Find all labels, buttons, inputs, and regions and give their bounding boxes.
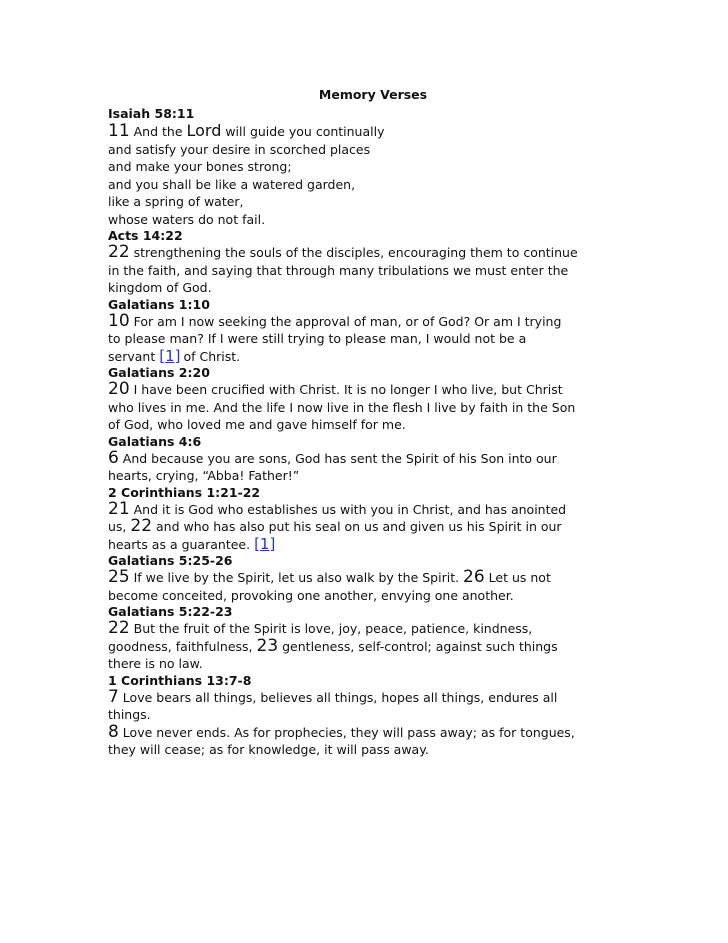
verse-text: will guide you continually [221, 124, 385, 139]
verse-text: strengthening the souls of the disciples, encouraging them to continue [129, 245, 578, 260]
verse-line [108, 536, 628, 554]
verse-text: And because you are sons, God has sent the Spirit of his Son into our [118, 450, 557, 466]
verse-text: of God, who loved me and gave himself for me. [108, 417, 406, 432]
verse-text: who lives in me. And the life I now live in the flesh I live by faith in the Son [108, 399, 576, 415]
verse-text: Let us not [484, 570, 551, 585]
verse-line [108, 655, 628, 673]
verse-line [108, 498, 628, 519]
verse-line [108, 569, 628, 587]
verse-number: 11 [108, 121, 130, 141]
verse-number: 8 [108, 721, 119, 742]
verse-line [108, 620, 628, 638]
verse-text: hearts, crying, “Abba! Father!” [108, 468, 300, 483]
verse-number: 25 [108, 567, 130, 587]
verse-line [108, 244, 628, 262]
verse-text-lord: Lord [186, 121, 222, 140]
verse-text: to please man? If I were still trying to please man, I would not be a [108, 331, 527, 346]
verse-text: I have been crucified with Christ. It is no longer I who live, but Christ [129, 382, 563, 397]
verse-text: goodness, faithfulness, [108, 638, 257, 654]
verse-text: there is no law. [108, 656, 203, 671]
verse-line [108, 279, 628, 297]
verse-text: and make your bones strong; [108, 159, 292, 174]
verse-text: For am I now seeking the approval of man, or of God? Or am I trying [129, 313, 562, 329]
verse-text: kingdom of God. [108, 280, 212, 295]
verse-number: 22 [130, 516, 153, 536]
verse-line [108, 176, 628, 194]
verse-line [108, 330, 628, 348]
verse-line [108, 310, 628, 331]
verse-list [108, 106, 628, 759]
footnote-link[interactable]: [1] [254, 534, 276, 553]
verse-text: And the [129, 124, 187, 139]
verse-number: 22 [108, 618, 130, 638]
verse-text: And it is God who establishes us with you in Christ, and has anointed [129, 501, 567, 517]
verse-text: of Christ. [183, 348, 241, 364]
verse-reference: 2 Corinthians 1:21-22 [108, 484, 261, 500]
verse-line [108, 467, 628, 485]
verse-number: 6 [108, 447, 119, 468]
verse-line [108, 447, 628, 468]
verse-line [108, 381, 628, 399]
verse-line [108, 262, 628, 280]
verse-text: gentleness, self-control; against such things [278, 638, 558, 654]
verse-text: become conceited, provoking one another, envying one another. [108, 587, 514, 603]
verse-reference: Galatians 4:6 [108, 433, 202, 449]
verse-text: servant [108, 348, 156, 364]
footnote-link[interactable]: [1] [159, 346, 181, 365]
verse-line [108, 686, 628, 707]
verse-text: If we live by the Spirit, let us also walk by the Spirit. [129, 570, 464, 585]
verse-text: in the faith, and saying that through many tribulations we must enter the [108, 262, 569, 278]
verse-text: and you shall be like a watered garden, [108, 176, 356, 192]
verse-line [108, 211, 628, 229]
verse-line [108, 721, 628, 742]
verse-line [108, 518, 628, 536]
verse-number: 23 [256, 635, 279, 656]
verse-reference: Galatians 5:25-26 [108, 553, 233, 568]
verse-number: 10 [108, 310, 130, 331]
verse-text: like a spring of water, [108, 194, 244, 209]
verse-number: 26 [463, 567, 485, 587]
verse-reference: Galatians 2:20 [108, 365, 210, 380]
verse-line [108, 635, 628, 656]
document-page [108, 86, 628, 759]
verse-line [108, 141, 628, 159]
verse-line [108, 706, 628, 724]
verse-text: things. [108, 707, 151, 722]
verse-line [108, 416, 628, 434]
verse-text: Love never ends. As for prophecies, they will pass away; as for tongues, [118, 724, 575, 740]
verse-text: and satisfy your desire in scorched places [108, 141, 371, 157]
verse-reference: Galatians 5:22-23 [108, 604, 233, 619]
verse-line [108, 348, 628, 366]
verse-line [108, 122, 628, 141]
verse-reference: Galatians 1:10 [108, 296, 210, 312]
verse-line [108, 587, 628, 605]
verse-reference: Acts 14:22 [108, 228, 183, 243]
verse-text: Love bears all things, believes all things, hopes all things, endures all [118, 689, 558, 705]
verse-text: us, [108, 519, 131, 534]
verse-reference: 1 Corinthians 13:7-8 [108, 672, 252, 688]
verse-text: whose waters do not fail. [108, 211, 266, 227]
verse-text: hearts as a guarantee. [108, 536, 251, 552]
verse-reference: Isaiah 58:11 [108, 106, 195, 121]
page-title: Memory Verses [318, 87, 428, 102]
verse-line [108, 193, 628, 211]
verse-line [108, 158, 628, 176]
verse-text: But the fruit of the Spirit is love, joy, peace, patience, kindness, [129, 621, 533, 636]
verse-number: 21 [108, 498, 130, 519]
verse-line [108, 741, 628, 759]
verse-number: 7 [108, 686, 119, 707]
verse-number: 22 [108, 242, 130, 262]
verse-text: they will cease; as for knowledge, it will pass away. [108, 742, 429, 757]
verse-number: 20 [108, 379, 130, 399]
verse-line [108, 399, 628, 417]
verse-text: and who has also put his seal on us and given us his Spirit in our [152, 519, 562, 534]
